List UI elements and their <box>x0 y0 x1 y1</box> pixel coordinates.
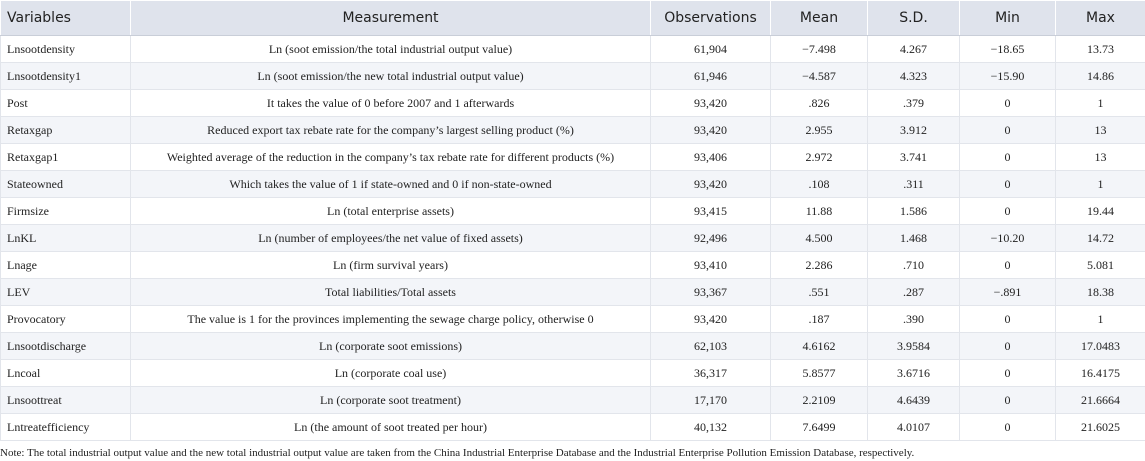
cell-max: 13 <box>1056 117 1145 144</box>
cell-observations: 93,410 <box>651 252 771 279</box>
cell-max: 1 <box>1056 306 1145 333</box>
cell-mean: 2.972 <box>771 144 868 171</box>
cell-mean: .551 <box>771 279 868 306</box>
cell-sd: 4.6439 <box>868 387 960 414</box>
cell-measurement: Ln (total enterprise assets) <box>131 198 651 225</box>
cell-sd: 3.9584 <box>868 333 960 360</box>
header-min: Min <box>960 1 1056 36</box>
header-observations: Observations <box>651 1 771 36</box>
table-row <box>1 198 1145 225</box>
cell-variable: Lnage <box>1 252 131 279</box>
table-row <box>1 414 1145 441</box>
cell-mean: 11.88 <box>771 198 868 225</box>
cell-observations: 61,904 <box>651 36 771 63</box>
cell-min: 0 <box>960 252 1056 279</box>
cell-measurement: Ln (soot emission/the total industrial output value) <box>131 36 651 63</box>
cell-sd: 1.468 <box>868 225 960 252</box>
cell-variable: Provocatory <box>1 306 131 333</box>
table-row <box>1 117 1145 144</box>
cell-mean: 2.286 <box>771 252 868 279</box>
cell-mean: 5.8577 <box>771 360 868 387</box>
cell-variable: Post <box>1 90 131 117</box>
table-row <box>1 306 1145 333</box>
cell-min: 0 <box>960 144 1056 171</box>
cell-sd: .379 <box>868 90 960 117</box>
cell-min: −.891 <box>960 279 1056 306</box>
cell-measurement: Reduced export tax rebate rate for the company’s largest selling product (%) <box>131 117 651 144</box>
cell-min: 0 <box>960 333 1056 360</box>
cell-mean: 7.6499 <box>771 414 868 441</box>
cell-mean: .187 <box>771 306 868 333</box>
cell-measurement: It takes the value of 0 before 2007 and 1 afterwards <box>131 90 651 117</box>
cell-max: 13.73 <box>1056 36 1145 63</box>
cell-observations: 36,317 <box>651 360 771 387</box>
cell-min: 0 <box>960 387 1056 414</box>
cell-min: 0 <box>960 117 1056 144</box>
table-row <box>1 252 1145 279</box>
header-sd: S.D. <box>868 1 960 36</box>
cell-variable: Lnsootdischarge <box>1 333 131 360</box>
table-row <box>1 333 1145 360</box>
cell-max: 18.38 <box>1056 279 1145 306</box>
cell-sd: .710 <box>868 252 960 279</box>
cell-variable: Lnsoottreat <box>1 387 131 414</box>
cell-mean: 2.2109 <box>771 387 868 414</box>
cell-mean: 4.6162 <box>771 333 868 360</box>
cell-variable: LEV <box>1 279 131 306</box>
cell-variable: Retaxgap1 <box>1 144 131 171</box>
cell-min: −18.65 <box>960 36 1056 63</box>
cell-observations: 93,420 <box>651 171 771 198</box>
table-header-row <box>1 1 1145 36</box>
table-row <box>1 279 1145 306</box>
cell-sd: 3.6716 <box>868 360 960 387</box>
table-row <box>1 171 1145 198</box>
cell-variable: Lnsootdensity <box>1 36 131 63</box>
cell-mean: −4.587 <box>771 63 868 90</box>
header-variables: Variables <box>1 1 131 36</box>
cell-max: 1 <box>1056 90 1145 117</box>
cell-observations: 93,420 <box>651 306 771 333</box>
header-measurement: Measurement <box>131 1 651 36</box>
cell-variable: Retaxgap <box>1 117 131 144</box>
cell-sd: 3.741 <box>868 144 960 171</box>
cell-observations: 92,496 <box>651 225 771 252</box>
cell-sd: 4.0107 <box>868 414 960 441</box>
cell-sd: 4.323 <box>868 63 960 90</box>
cell-sd: .390 <box>868 306 960 333</box>
cell-measurement: Ln (corporate soot treatment) <box>131 387 651 414</box>
table-row <box>1 144 1145 171</box>
table-note: Note: The total industrial output value and the new total industrial output value are taken from the China Industrial Enterprise Database and the Industrial Enterprise Pollution Emission Database, respectively. <box>0 447 915 459</box>
cell-sd: .287 <box>868 279 960 306</box>
cell-max: 1 <box>1056 171 1145 198</box>
cell-measurement: The value is 1 for the provinces implementing the sewage charge policy, otherwise 0 <box>131 306 651 333</box>
table-row <box>1 36 1145 63</box>
cell-max: 5.081 <box>1056 252 1145 279</box>
cell-measurement: Ln (corporate soot emissions) <box>131 333 651 360</box>
cell-min: 0 <box>960 360 1056 387</box>
cell-sd: .311 <box>868 171 960 198</box>
cell-measurement: Ln (corporate coal use) <box>131 360 651 387</box>
cell-max: 17.0483 <box>1056 333 1145 360</box>
cell-measurement: Ln (firm survival years) <box>131 252 651 279</box>
cell-min: 0 <box>960 306 1056 333</box>
cell-observations: 93,406 <box>651 144 771 171</box>
cell-mean: .108 <box>771 171 868 198</box>
table-row <box>1 90 1145 117</box>
cell-variable: Lntreatefficiency <box>1 414 131 441</box>
cell-min: 0 <box>960 171 1056 198</box>
cell-max: 16.4175 <box>1056 360 1145 387</box>
cell-observations: 17,170 <box>651 387 771 414</box>
header-max: Max <box>1056 1 1145 36</box>
cell-max: 13 <box>1056 144 1145 171</box>
cell-max: 21.6664 <box>1056 387 1145 414</box>
cell-sd: 1.586 <box>868 198 960 225</box>
cell-variable: Lncoal <box>1 360 131 387</box>
cell-variable: Stateowned <box>1 171 131 198</box>
cell-variable: LnKL <box>1 225 131 252</box>
cell-variable: Firmsize <box>1 198 131 225</box>
cell-measurement: Ln (the amount of soot treated per hour) <box>131 414 651 441</box>
cell-max: 19.44 <box>1056 198 1145 225</box>
cell-max: 14.72 <box>1056 225 1145 252</box>
cell-min: −15.90 <box>960 63 1056 90</box>
cell-observations: 93,367 <box>651 279 771 306</box>
table-row <box>1 63 1145 90</box>
cell-mean: 4.500 <box>771 225 868 252</box>
cell-max: 14.86 <box>1056 63 1145 90</box>
cell-min: 0 <box>960 414 1056 441</box>
cell-mean: −7.498 <box>771 36 868 63</box>
cell-observations: 93,415 <box>651 198 771 225</box>
cell-observations: 62,103 <box>651 333 771 360</box>
cell-measurement: Weighted average of the reduction in the company’s tax rebate rate for different products (%) <box>131 144 651 171</box>
cell-observations: 93,420 <box>651 90 771 117</box>
cell-measurement: Ln (soot emission/the new total industrial output value) <box>131 63 651 90</box>
cell-measurement: Which takes the value of 1 if state-owned and 0 if non-state-owned <box>131 171 651 198</box>
cell-min: 0 <box>960 198 1056 225</box>
cell-variable: Lnsootdensity1 <box>1 63 131 90</box>
cell-observations: 40,132 <box>651 414 771 441</box>
table-row <box>1 387 1145 414</box>
cell-observations: 61,946 <box>651 63 771 90</box>
cell-observations: 93,420 <box>651 117 771 144</box>
header-mean: Mean <box>771 1 868 36</box>
table-row <box>1 360 1145 387</box>
cell-max: 21.6025 <box>1056 414 1145 441</box>
cell-min: 0 <box>960 90 1056 117</box>
cell-measurement: Total liabilities/Total assets <box>131 279 651 306</box>
cell-mean: 2.955 <box>771 117 868 144</box>
cell-sd: 3.912 <box>868 117 960 144</box>
table-row <box>1 225 1145 252</box>
cell-sd: 4.267 <box>868 36 960 63</box>
cell-measurement: Ln (number of employees/the net value of fixed assets) <box>131 225 651 252</box>
cell-mean: .826 <box>771 90 868 117</box>
cell-min: −10.20 <box>960 225 1056 252</box>
table-body <box>1 36 1145 441</box>
